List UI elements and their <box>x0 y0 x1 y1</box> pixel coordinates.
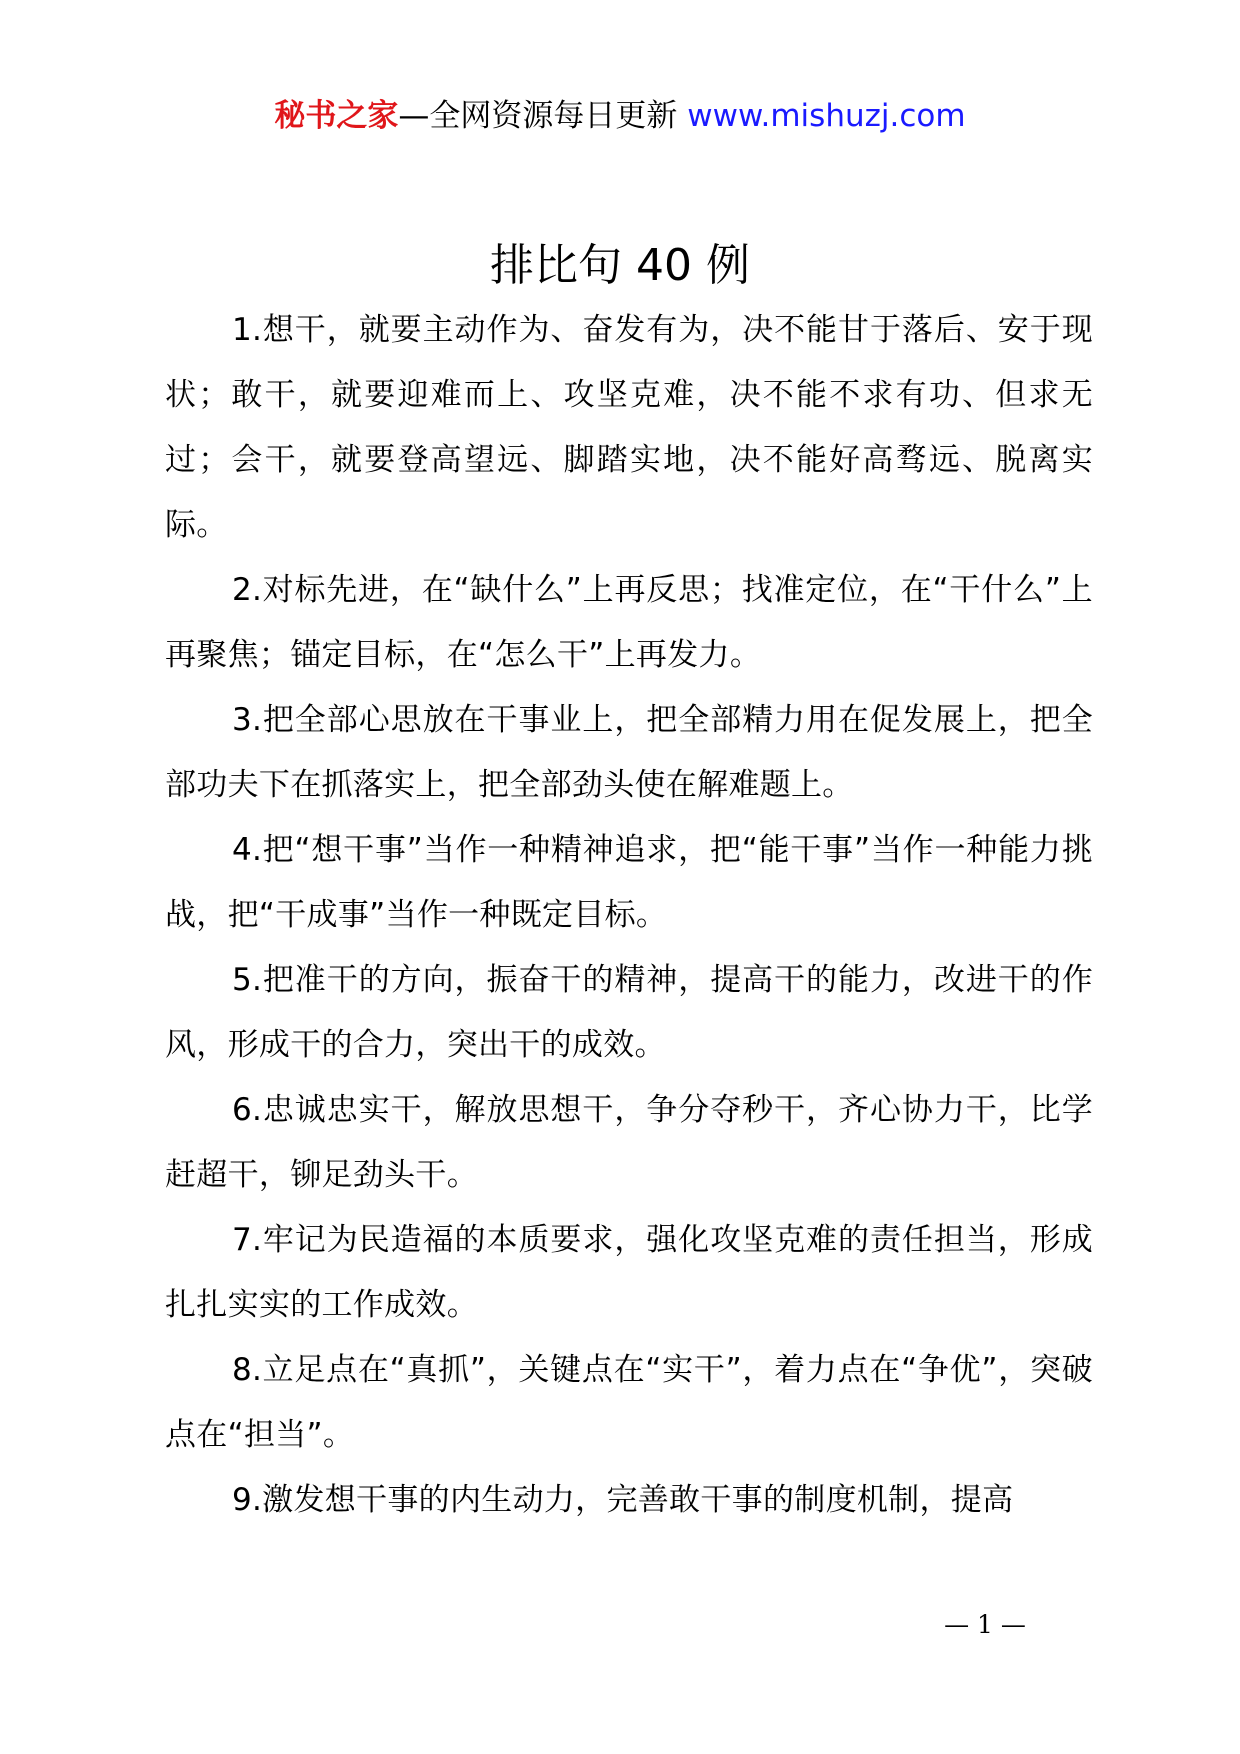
paragraph-4: 4.把“想干事”当作一种精神追求，把“能干事”当作一种能力挑战，把“干成事”当作一种既定目标。 <box>165 832 1093 933</box>
header-tagline: —全网资源每日更新 <box>398 98 678 134</box>
document-body <box>165 298 1093 1533</box>
paragraph-1: 1.想干，就要主动作为、奋发有为，决不能甘于落后、安于现状；敢干，就要迎难而上、攻坚克难，决不能不求有功、但求无过；会干，就要登高望远、脚踏实地，决不能好高骛远、脱离实际。 <box>165 312 1093 543</box>
site-url-link[interactable]: www.mishuzj.com <box>687 98 966 134</box>
page-number: — 1 — <box>944 1610 1026 1639</box>
paragraph-3: 3.把全部心思放在干事业上，把全部精力用在促发展上，把全部功夫下在抓落实上，把全部劲头使在解难题上。 <box>165 702 1093 803</box>
paragraph-9: 9.激发想干事的内生动力，完善敢干事的制度机制，提高 <box>232 1482 1014 1518</box>
paragraph-7: 7.牢记为民造福的本质要求，强化攻坚克难的责任担当，形成扎扎实实的工作成效。 <box>165 1222 1093 1323</box>
brand-name: 秘书之家 <box>274 98 399 134</box>
paragraph-6: 6.忠诚忠实干，解放思想干，争分夺秒干，齐心协力干，比学赶超干，铆足劲头干。 <box>165 1092 1093 1193</box>
paragraph-8: 8.立足点在“真抓”，关键点在“实干”，着力点在“争优”，突破点在“担当”。 <box>165 1352 1093 1453</box>
paragraph-2: 2.对标先进，在“缺什么”上再反思；找准定位，在“干什么”上再聚焦；锚定目标，在“怎么干”上再发力。 <box>165 572 1093 673</box>
site-header <box>0 94 1240 138</box>
document-title: 排比句 40 例 <box>490 240 750 291</box>
paragraph-5: 5.把准干的方向，振奋干的精神，提高干的能力，改进干的作风，形成干的合力，突出干的成效。 <box>165 962 1093 1063</box>
